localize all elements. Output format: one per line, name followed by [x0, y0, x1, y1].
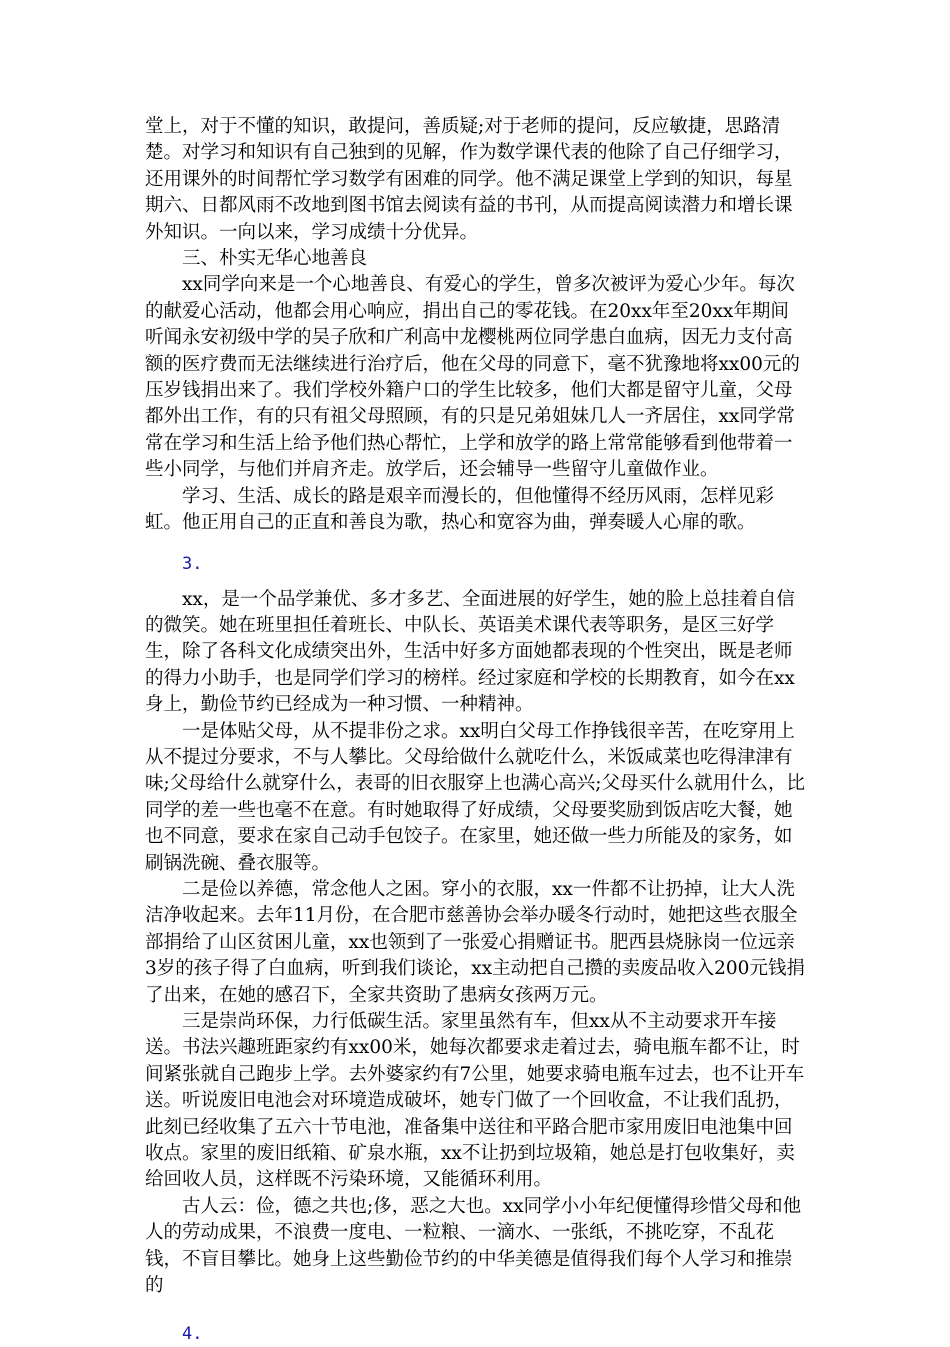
paragraph-environment: 三是崇尚环保，力行低碳生活。家里虽然有车，但xx从不主动要求开车接送。书法兴趣班距家约有xx00米，她每次都要求走着过去，骑电瓶车都不让，时间紧张就自己跑步上学。去外婆家约有7公里，她要求骑电瓶车过去，也不让开车送。听说废旧电池会对环境造成破坏，她专门做了一个回收盒，不让我们乱扔，此刻已经收集了五六十节电池，准备集中送往和平路合肥市家用废旧电池集中回收点。家里的废旧纸箱、矿泉水瓶，xx不让扔到垃圾箱，她总是打包收集好，卖给回收人员，这样既不污染环境，又能循环利用。	[145, 1011, 805, 1191]
section-heading-kindness: 三、朴实无华心地善良	[182, 248, 368, 270]
paragraph-conclusion: 学习、生活、成长的路是艰辛而漫长的，但他懂得不经历风雨，怎样见彩虹。他正用自己的正直和善良为歌，热心和宽容为曲，弹奏暖人心扉的歌。	[145, 485, 775, 534]
paragraph-parents: 一是体贴父母，从不提非份之求。xx明白父母工作挣钱很辛苦，在吃穿用上从不提过分要求，不与人攀比。父母给做什么就吃什么，米饭咸菜也吃得津津有味;父母给什么就穿什么，表哥的旧衣服穿上也满心高兴;父母买什么就用什么，比同学的差一些也毫不在意。有时她取得了好成绩，父母要奖励到饭店吃大餐，她也不同意，要求在家自己动手包饺子。在家里，她还做一些力所能及的家务，如刷锅洗碗、叠衣服等。	[145, 720, 805, 874]
section-number-3: 3.	[182, 553, 203, 574]
document-page	[145, 114, 805, 1347]
paragraph-thrift: 二是俭以养德，常念他人之困。穿小的衣服，xx一件都不让扔掉，让大人洗洁净收起来。去年11月份，在合肥市慈善协会举办暖冬行动时，她把这些衣服全部捐给了山区贫困儿童，xx也领到了一张爱心捐赠证书。肥西县烧脉岗一位远亲3岁的孩子得了白血病，听到我们谈论，xx主动把自己攒的卖废品收入200元钱捐了出来，在她的感召下，全家共资助了患病女孩两万元。	[145, 878, 805, 1006]
paragraph-kindness: xx同学向来是一个心地善良、有爱心的学生，曾多次被评为爱心少年。每次的献爱心活动，他都会用心响应，捐出自己的零花钱。在20xx年至20xx年期间听闻永安初级中学的吴子欣和广利高中龙樱桃两位同学患白血病，因无力支付高额的医疗费而无法继续进行治疗后，他在父母的同意下，毫不犹豫地将xx00元的压岁钱捐出来了。我们学校外籍户口的学生比较多，他们大都是留守儿童，父母都外出工作，有的只有祖父母照顾，有的只是兄弟姐妹几人一齐居住，xx同学常常在学习和生活上给予他们热心帮忙，上学和放学的路上常常能够看到他带着一些小同学，与他们并肩齐走。放学后，还会辅导一些留守儿童做作业。	[145, 274, 800, 481]
paragraph-intro: xx，是一个品学兼优、多才多艺、全面进展的好学生，她的脸上总挂着自信的微笑。她在班里担任着班长、中队长、英语美术课代表等职务，是区三好学生，除了各科文化成绩突出外，生活中好多方面她都表现的个性突出，既是老师的得力小助手，也是同学们学习的榜样。经过家庭和学校的长期教育，如今在xx身上，勤俭节约已经成为一种习惯、一种精神。	[145, 588, 795, 716]
paragraph-ancients: 古人云：俭，德之共也;侈，恶之大也。xx同学小小年纪便懂得珍惜父母和他人的劳动成果，不浪费一度电、一粒粮、一滴水、一张纸，不挑吃穿，不乱花钱，不盲目攀比。她身上这些勤俭节约的中华美德是值得我们每个人学习和推崇的	[145, 1195, 802, 1297]
paragraph-study: 堂上，对于不懂的知识，敢提问，善质疑;对于老师的提问，反应敏捷，思路清楚。对学习和知识有自己独到的见解，作为数学课代表的他除了自己仔细学习，还用课外的时间帮忙学习数学有困难的同学。他不满足课堂上学到的知识，每星期六、日都风雨不改地到图书馆去阅读有益的书刊，从而提高阅读潜力和增长课外知识。一向以来，学习成绩十分优异。	[145, 116, 793, 243]
section-number-4: 4.	[182, 1324, 203, 1345]
